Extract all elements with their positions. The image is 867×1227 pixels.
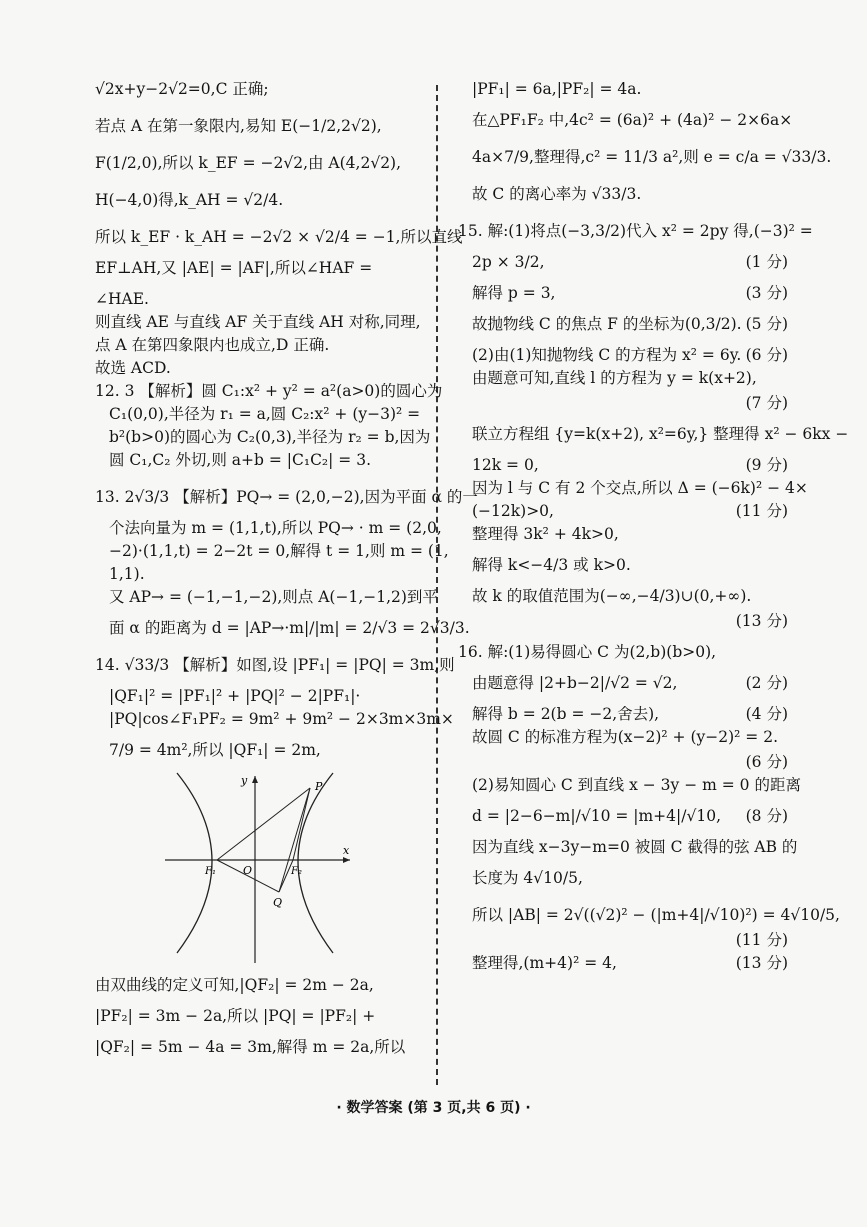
text-line: 由题意可知,直线 l 的方程为 y = k(x+2), — [472, 369, 757, 387]
score-label: (1 分) — [745, 253, 788, 271]
text-line: 故圆 C 的标准方程为(x−2)² + (y−2)² = 2. — [472, 728, 778, 746]
score-label: (7 分) — [745, 394, 788, 412]
text-line: 12k = 0, — [472, 456, 539, 474]
question-14: 14. √33/3 【解析】如图,设 |PF₁| = |PQ| = 3m,则 — [95, 656, 455, 674]
text-line: 解得 k<−4/3 或 k>0. — [472, 556, 631, 574]
score-label: (8 分) — [745, 807, 788, 825]
label-q: Q — [273, 896, 283, 909]
label-f1: F₁ — [205, 866, 216, 877]
text-line: 故抛物线 C 的焦点 F 的坐标为(0,3/2). — [472, 315, 742, 333]
text-line: 7/9 = 4m²,所以 |QF₁| = 2m, — [109, 741, 321, 759]
text-line: 整理得 3k² + 4k>0, — [472, 525, 619, 543]
text-line: C₁(0,0),半径为 r₁ = a,圆 C₂:x² + (y−3)² = — [109, 405, 421, 423]
text-line: 整理得,(m+4)² = 4, — [472, 954, 617, 972]
text-line: −2)·(1,1,t) = 2−2t = 0,解得 t = 1,则 m = (1, — [109, 542, 449, 560]
score-label: (13 分) — [735, 612, 788, 630]
text-line: 1,1). — [109, 565, 145, 583]
text-line: 联立方程组 {y=k(x+2), x²=6y,} 整理得 x² − 6kx − — [472, 425, 849, 443]
text-line: d = |2−6−m|/√10 = |m+4|/√10, — [472, 807, 722, 825]
label-o: O — [243, 864, 253, 877]
x-axis-arrow-icon — [343, 857, 350, 863]
text-line: √2x+y−2√2=0,C 正确; — [95, 80, 269, 98]
label-f2: F₂ — [291, 866, 302, 877]
text-line: 解得 b = 2(b = −2,舍去), — [472, 705, 660, 723]
text-line: (−12k)>0, — [472, 502, 554, 520]
text-line: 由题意得 |2+b−2|/√2 = √2, — [472, 674, 678, 692]
left-column — [95, 78, 478, 1059]
text-line: (2)由(1)知抛物线 C 的方程为 x² = 6y. — [472, 346, 742, 364]
text-line: 所以 k_EF · k_AH = −2√2 × √2/4 = −1,所以直线 — [95, 228, 463, 246]
text-line: (2)易知圆心 C 到直线 x − 3y − m = 0 的距离 — [472, 776, 801, 794]
text-line: 由双曲线的定义可知,|QF₂| = 2m − 2a, — [95, 976, 374, 994]
score-label: (2 分) — [745, 674, 788, 692]
text-line: |QF₁|² = |PF₁|² + |PQ|² − 2|PF₁|· — [109, 687, 361, 705]
text-line: 因为直线 x−3y−m=0 被圆 C 截得的弦 AB 的 — [472, 838, 798, 856]
text-line: 因为 l 与 C 有 2 个交点,所以 Δ = (−6k)² − 4× — [472, 479, 808, 497]
text-line: 则直线 AE 与直线 AF 关于直线 AH 对称,同理, — [95, 313, 421, 331]
text-line: 2p × 3/2, — [472, 253, 545, 271]
hyperbola-left-branch — [177, 773, 212, 953]
score-label: (5 分) — [745, 315, 788, 333]
label-x: x — [343, 844, 350, 857]
text-line: |PF₂| = 3m − 2a,所以 |PQ| = |PF₂| + — [95, 1007, 376, 1025]
text-line: 若点 A 在第一象限内,易知 E(−1/2,2√2), — [95, 117, 382, 135]
score-label: (6 分) — [745, 753, 788, 771]
text-line: 长度为 4√10/5, — [472, 869, 583, 887]
hyperbola-figure — [155, 768, 355, 968]
text-line: 又 AP→ = (−1,−1,−2),则点 A(−1,−1,2)到平 — [109, 588, 438, 606]
text-line: H(−4,0)得,k_AH = √2/4. — [95, 191, 284, 209]
text-line: 解得 p = 3, — [472, 284, 556, 302]
text-line: F(1/2,0),所以 k_EF = −2√2,由 A(4,2√2), — [95, 154, 402, 172]
text-line: 圆 C₁,C₂ 外切,则 a+b = |C₁C₂| = 3. — [109, 451, 371, 469]
text-line: 个法向量为 m = (1,1,t),所以 PQ→ · m = (2,0, — [109, 519, 442, 537]
label-y: y — [241, 774, 248, 787]
question-16: 16. 解:(1)易得圆心 C 为(2,b)(b>0), — [458, 643, 717, 661]
text-line: 面 α 的距离为 d = |AP→·m|/|m| = 2/√3 = 2√3/3. — [109, 619, 470, 637]
score-label: (11 分) — [735, 931, 788, 949]
text-line: |PF₁| = 6a,|PF₂| = 4a. — [472, 80, 642, 98]
text-line: |QF₂| = 5m − 4a = 3m,解得 m = 2a,所以 — [95, 1038, 406, 1056]
text-line: 在△PF₁F₂ 中,4c² = (6a)² + (4a)² − 2×6a× — [472, 111, 793, 129]
text-line: EF⊥AH,又 |AE| = |AF|,所以∠HAF = — [95, 259, 373, 277]
text-line: 故 k 的取值范围为(−∞,−4/3)∪(0,+∞). — [472, 587, 752, 605]
score-label: (11 分) — [735, 502, 788, 520]
label-p: P — [315, 780, 323, 793]
right-column — [458, 78, 849, 975]
page-footer: · 数学答案 (第 3 页,共 6 页) · — [336, 1100, 531, 1116]
question-15: 15. 解:(1)将点(−3,3/2)代入 x² = 2py 得,(−3)² = — [458, 222, 813, 240]
text-line: 故 C 的离心率为 √33/3. — [472, 185, 642, 203]
text-line: b²(b>0)的圆心为 C₂(0,3),半径为 r₂ = b,因为 — [109, 428, 431, 446]
text-line: |PQ|cos∠F₁PF₂ = 9m² + 9m² − 2×3m×3m× — [109, 710, 454, 728]
score-label: (4 分) — [745, 705, 788, 723]
question-12: 12. 3 【解析】圆 C₁:x² + y² = a²(a>0)的圆心为 — [95, 382, 443, 400]
text-line: 4a×7/9,整理得,c² = 11/3 a²,则 e = c/a = √33/3. — [472, 148, 832, 166]
text-line: ∠HAE. — [95, 290, 149, 308]
y-axis-arrow-icon — [252, 776, 258, 783]
text-line: 故选 ACD. — [95, 359, 171, 377]
score-label: (3 分) — [745, 284, 788, 302]
text-line: 点 A 在第四象限内也成立,D 正确. — [95, 336, 330, 354]
text-line: 所以 |AB| = 2√((√2)² − (|m+4|/√10)²) = 4√10/5, — [472, 906, 840, 924]
hyperbola-right-branch — [298, 773, 333, 953]
score-label: (9 分) — [745, 456, 788, 474]
score-label: (13 分) — [735, 954, 788, 972]
score-label: (6 分) — [745, 346, 788, 364]
question-13: 13. 2√3/3 【解析】PQ→ = (2,0,−2),因为平面 α 的一 — [95, 488, 478, 506]
